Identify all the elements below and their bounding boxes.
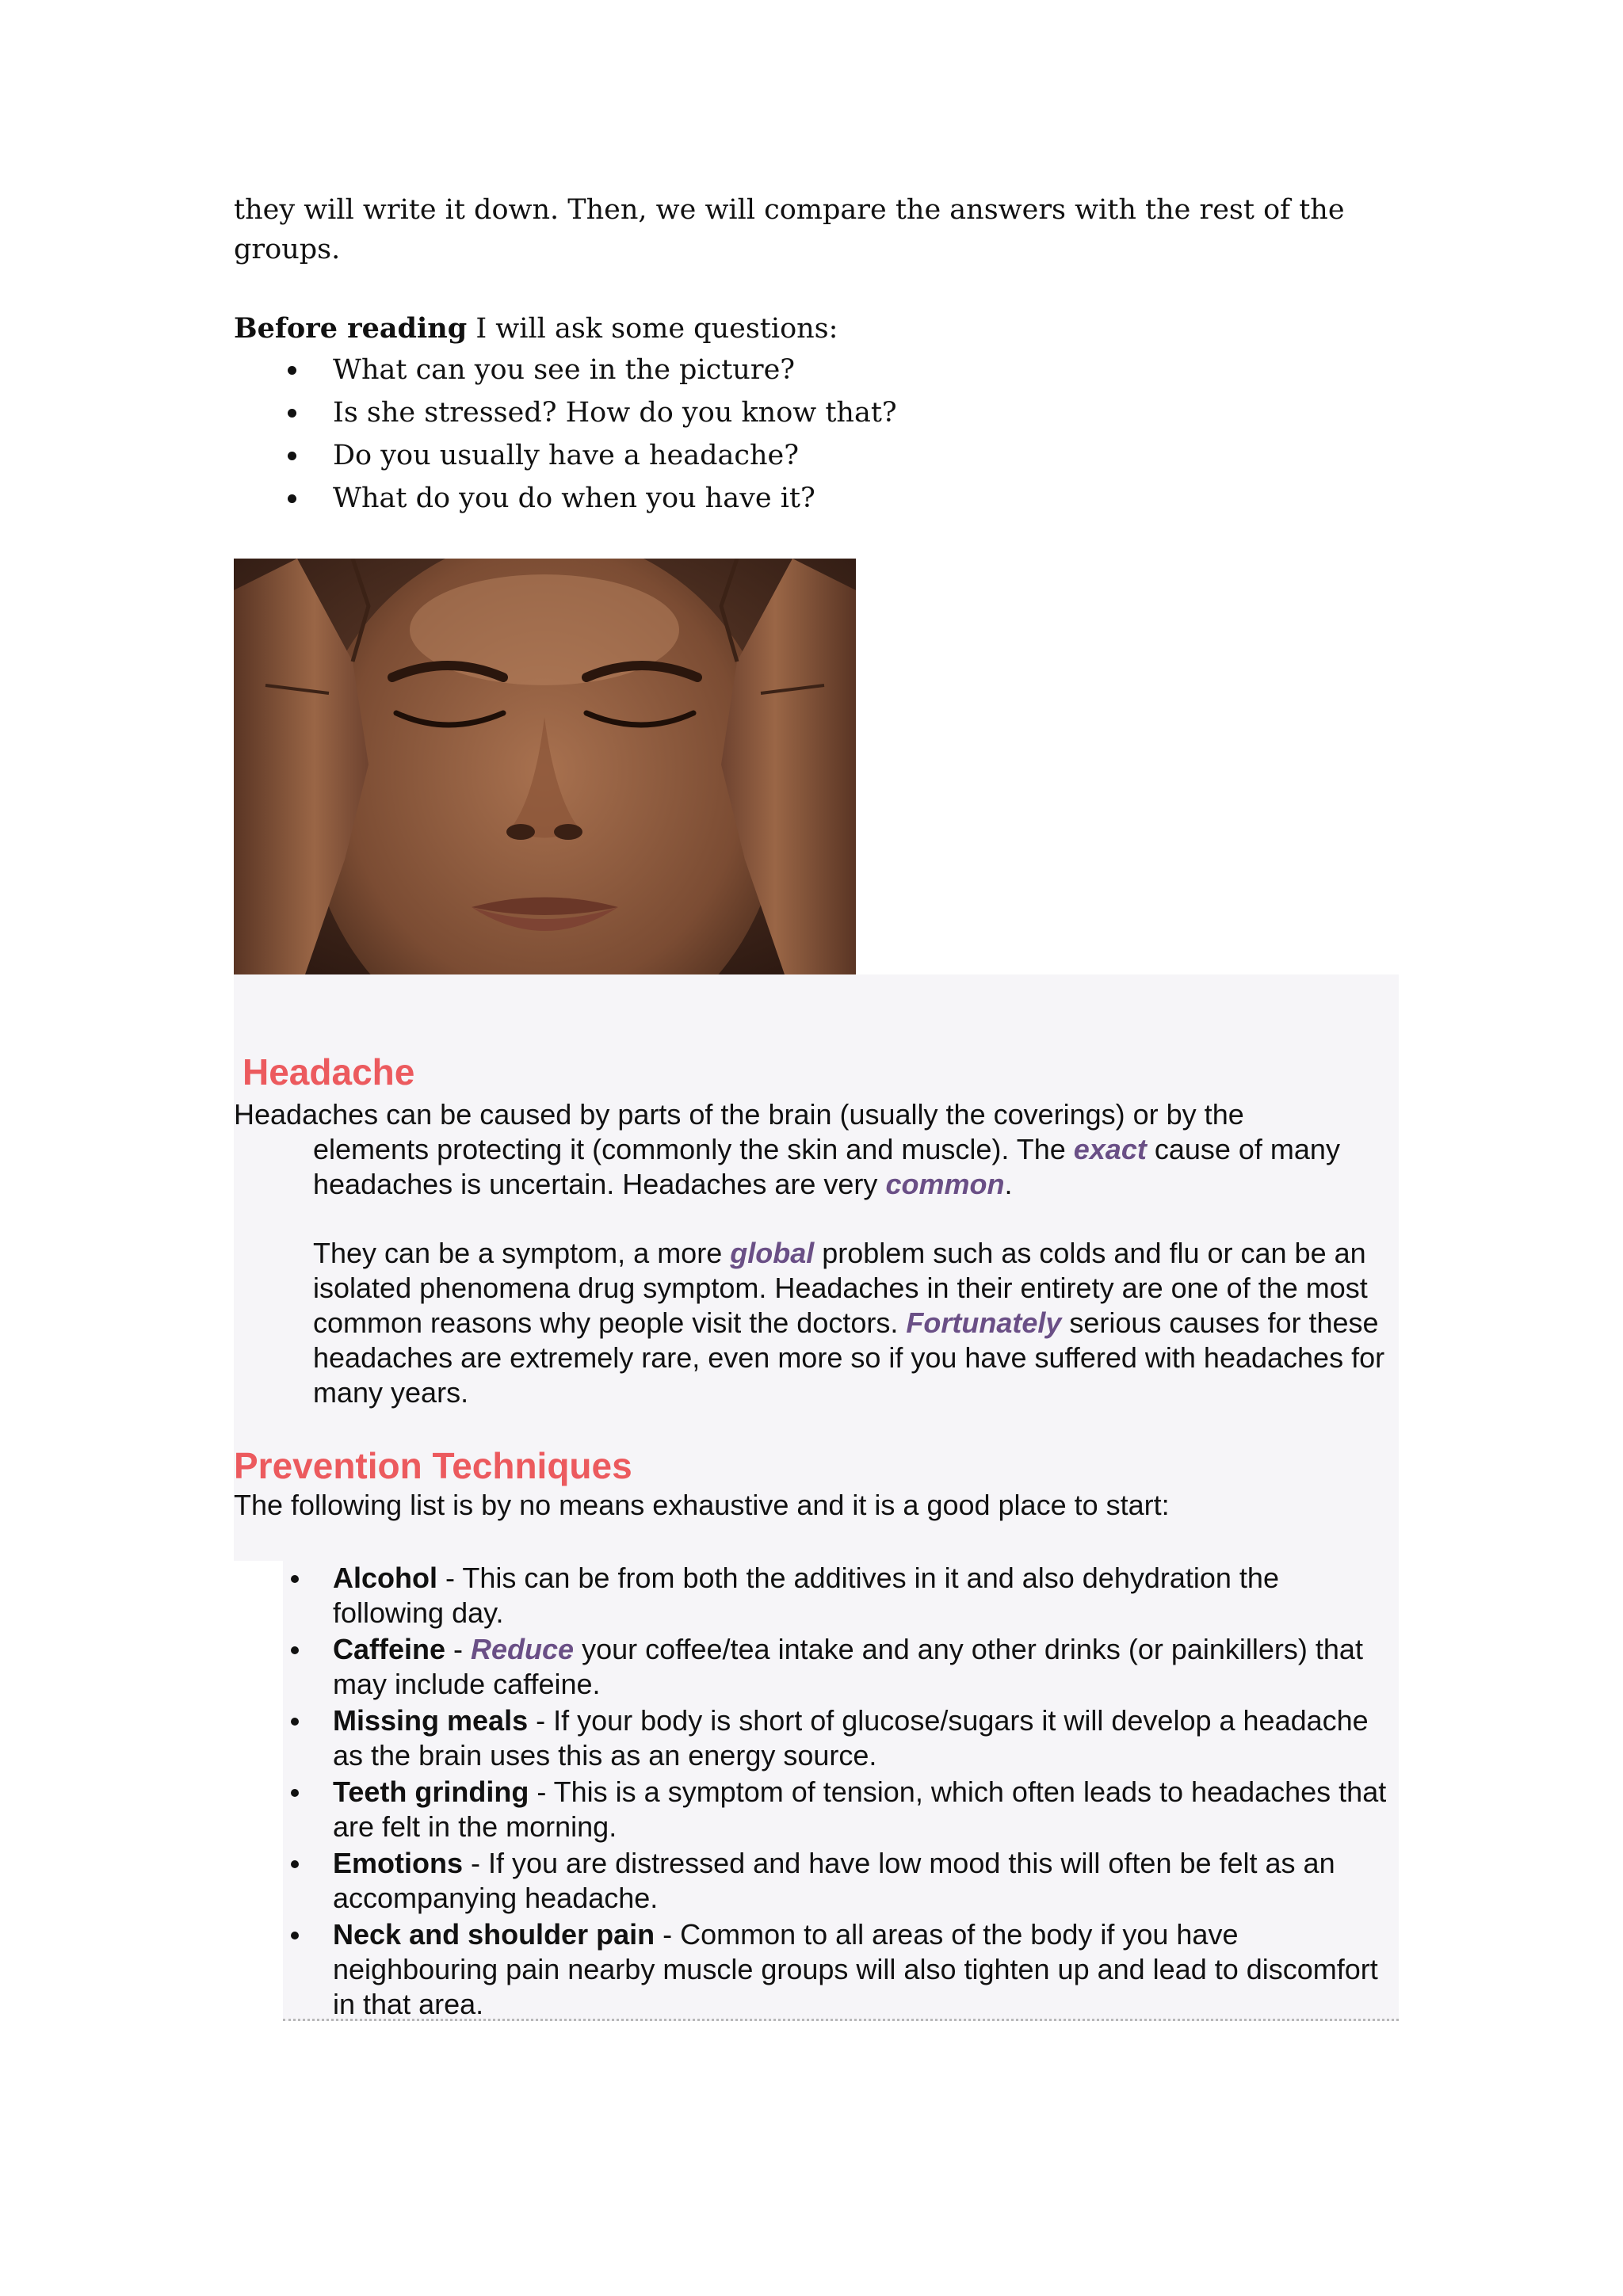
text-span: elements protecting it (commonly the skin and muscle). The (313, 1133, 1074, 1165)
text-span: . (1004, 1168, 1013, 1200)
keyword-reduce: Reduce (471, 1633, 575, 1665)
cause-text: - Common to all areas of the body if you have neighbouring pain nearby muscle groups will also tighten up and lead to discomfort in that area. (333, 1918, 1378, 2020)
bullet-icon (291, 1646, 299, 1654)
woman-holding-temples-image (234, 559, 856, 974)
bullet-icon (291, 1932, 299, 1939)
bullet-icon (288, 494, 296, 503)
bullet-icon (288, 366, 296, 375)
cause-text: your coffee/tea intake and any other drinks (or painkillers) that may include caffeine. (333, 1633, 1363, 1700)
question-text: Is she stressed? How do you know that? (333, 397, 897, 429)
list-item (283, 1917, 1392, 2020)
headache-heading: Headache (242, 1051, 415, 1093)
before-reading-section (234, 309, 1391, 520)
list-item (283, 1561, 1392, 1632)
keyword-common: common (885, 1168, 1005, 1200)
bullet-icon (288, 409, 296, 418)
before-reading-label: Before reading (234, 312, 468, 345)
question-text: What can you see in the picture? (333, 354, 796, 386)
intro-line-1: they will write it down. Then, we will compare the answers with the rest of the (234, 194, 1345, 226)
question-list (234, 349, 1391, 520)
question-text: What do you do when you have it? (333, 482, 815, 514)
before-reading-intro (234, 309, 1391, 349)
bullet-icon (291, 1789, 299, 1797)
bullet-icon (291, 1575, 299, 1583)
list-item (283, 1703, 1392, 1775)
question-item (234, 349, 1391, 391)
cause-term: Neck and shoulder pain (333, 1918, 655, 1951)
cause-term: Missing meals (333, 1704, 529, 1737)
cause-term: Caffeine (333, 1633, 446, 1665)
question-item (234, 477, 1391, 520)
paragraph-line: Headaches can be caused by parts of the brain (usually the coverings) or by the (234, 1098, 1244, 1131)
bullet-icon (291, 1718, 299, 1726)
prevention-list (283, 1561, 1392, 2020)
paragraph-line (313, 1132, 1407, 1167)
headache-paragraph-2 (313, 1236, 1407, 1410)
paragraph-line (313, 1167, 1407, 1202)
intro-paragraph (234, 190, 1391, 269)
keyword-global: global (730, 1237, 815, 1269)
cause-term: Teeth grinding (333, 1775, 529, 1808)
keyword-fortunately: Fortunately (906, 1306, 1062, 1339)
list-item (283, 1775, 1392, 1846)
intro-line-2: groups. (234, 234, 341, 265)
bullet-icon (288, 452, 296, 460)
before-reading-rest: I will ask some questions: (467, 313, 838, 345)
list-item (283, 1846, 1392, 1917)
question-item (234, 434, 1391, 477)
headache-photo (234, 559, 856, 974)
list-item (283, 1632, 1392, 1703)
text-span: cause of many (1146, 1133, 1340, 1165)
cause-text: - If your body is short of glucose/sugars it will develop a headache as the brain uses this as an energy source. (333, 1704, 1369, 1772)
question-text: Do you usually have a headache? (333, 440, 799, 471)
cause-text: - This can be from both the additives in it and also dehydration the following day. (333, 1562, 1279, 1629)
cause-text: - (445, 1633, 472, 1665)
headache-paragraph-1 (234, 1097, 1407, 1202)
cause-text: - This is a symptom of tension, which often leads to headaches that are felt in the morning. (333, 1775, 1387, 1843)
text-span: serious causes for these headaches are extremely rare, even more so if you have suffered with headaches for many years. (313, 1306, 1385, 1409)
text-span: They can be a symptom, a more (313, 1237, 731, 1269)
cause-term: Emotions (333, 1847, 464, 1879)
prevention-heading: Prevention Techniques (234, 1445, 632, 1486)
cause-text: - If you are distressed and have low mood this will often be felt as an accompanying headache. (333, 1847, 1335, 1914)
text-span: problem such as colds and flu or can be an isolated phenomena drug symptom. Headaches in their entirety are one of the most common reasons why people visit the doctors. (313, 1237, 1368, 1339)
text-span: headaches is uncertain. Headaches are very (313, 1168, 886, 1200)
prevention-intro: The following list is by no means exhaustive and it is a good place to start: (234, 1489, 1170, 1521)
question-item (234, 391, 1391, 434)
keyword-exact: exact (1073, 1133, 1147, 1165)
bullet-icon (291, 1860, 299, 1868)
cause-term: Alcohol (333, 1562, 437, 1594)
